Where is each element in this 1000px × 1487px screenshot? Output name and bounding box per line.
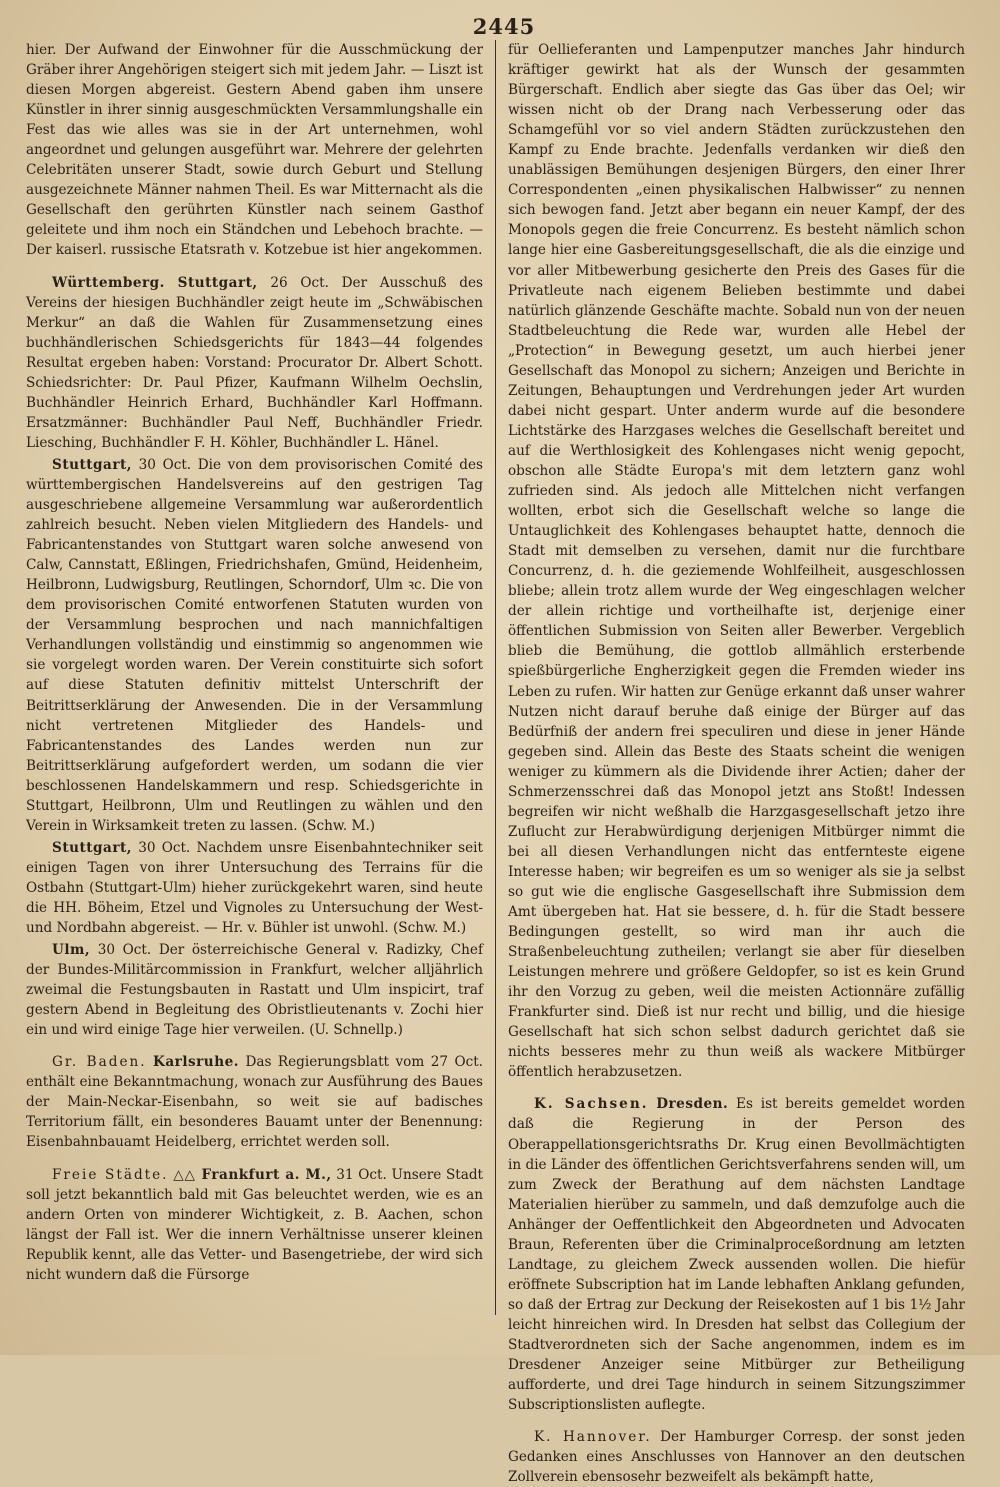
article-text: Der österreichische General v. Radizky, Chef der Bundes-Militärcommission in Frankfurt, welcher alljährlich zweimal die Festungsbauten in Rastatt und Ulm inspicirt, traf gestern Abend in Begleitung des Obristlieutenants v. Zochi hier ein und wird einige Tage hier verweilen. (U. Schnellp.) <box>26 942 483 1039</box>
article-freie-staedte <box>26 1165 483 1285</box>
article-text: Das Regierungsblatt vom 27 Oct. enthält eine Bekanntmachung, wonach zur Ausführung des Baues der Main-Neckar-Eisenbahn, so weit sie auf badisches Territorium fällt, ein besonderes Bauamt unter der Benennung: Eisenbahnbauamt Heidelberg, errichtet werden soll. <box>26 1054 484 1151</box>
article-stuttgart-30-a <box>26 455 483 836</box>
dateline-date: 30 Oct. <box>138 839 191 856</box>
continued-article: für Oellieferanten und Lampenputzer manches Jahr hindurch kräftiger gewirkt hat als der Wunsch der gesammten Bürgerschaft. Endlich aber siegte das Gas über das Oel; wir wissen nicht ob der Drang nach Verbesserung oder das Schamgefühl vor so viel andern Städten zurückzustehen den Kampf zu Ende brachte. Jedenfalls verdanken wir dieß den unablässigen Bemühungen desjenigen Bürgers, den einer Ihrer Correspondenten „einen physikalischen Halbwisser“ zu nennen sich bewogen fand. Jetzt aber begann ein neuer Kampf, der des Monopols gegen die freie Concurrenz. Es besteht nämlich schon lange hier eine Gasbereitungsgesellschaft, die als die einzige und vor aller Mitbewerbung gesicherte den Preis des Gases für die Privatleute nach eigenem Belieben bestimmte und dabei natürlich glänzende Geschäfte machte. Sobald nun von der neuen Stadtbeleuchtung die Rede war, wurden alle Hebel der „Protection“ in Bewegung gesetzt, um auch hierbei jener Gesellschaft das Monopol zu sichern; Anzeigen und Berichte in Zeitungen, Behauptungen und Verdrehungen jeder Art wurden dabei nicht gespart. Unter anderm wurde auf die besondere Lichtstärke des Harzgases welches die Gesellschaft bereitet und auf die Werthlosigkeit des Kohlengases nicht wenig gepocht, obschon alle Städte Europa's mit dem letztern ganz wohl zufrieden sind. Als jedoch alle Mittelchen nicht verfangen wollten, erbot sich die Gesellschaft welche so lange die Untauglichkeit des Kohlengases behauptet hatte, dennoch die Stadt mit demselben zu versehen, damit nur die furchtbare Concurrenz, d. h. die geziemende Wohlfeilheit, ausgeschlossen bliebe; allein trotz allem wurde der Weg eingeschlagen welcher der allein richtige und vortheilhafte ist, derjenige einer öffentlichen Submission von Seiten aller Bewerber. Vergeblich blieb die Bemühung, die gottlob allmählich ersterbende spießbürgerliche Engherzigkeit gegen die Fremden wieder ins Leben zu rufen. Wir hatten zur Genüge erkannt daß unser wahrer Nutzen nicht darauf beruhe daß einige der Bürger auf das Bedürfniß der andern frei speculiren und diese in jener Hände gegeben sind. Allein das Beste des Staats scheint die wenigen weniger zu kümmern als die Dividende ihrer Actien; daher der Schmerzensschrei daß das Monopol jetzt ans Stoßt! Indessen begreifen wir nicht weßhalb die Harzgasgesellschaft jetzo ihre Zuflucht zur Herabwürdigung derjenigen Mitbürger nimmt die bei all diesen Verhandlungen nicht das entfernteste eigene Interesse haben; wir begreifen es um so weniger als sie ja selbst so gut wie die englische Gasgesellschaft ihre Submission dem Amt übergeben hat. Hat sie bessere, d. h. für die Stadt bessere Bedingungen gestellt, so wird man ihr auch die Straßenbeleuchtung zutheilen; verlangt sie aber für dieselben Leistungen mehrere und größere Geldopfer, so ist es kein Grund ihr den Vorzug zu geben, weil die meisten Actionnäre zufällig Frankfurter sind. Dieß ist nur recht und billig, und die hiesige Gesellschaft hat sich schon selbst dadurch gerichtet daß sie nichts besseres mehr zu thun weiß als wackere Mitbürger öffentlich herabzusetzen. <box>508 42 965 1081</box>
page-number: 2445 <box>472 14 536 39</box>
dateline-place: Ulm, <box>52 942 91 959</box>
column-divider <box>495 40 496 1315</box>
article-sachsen <box>508 1094 965 1415</box>
article-text: Der Ausschuß des Vereins der hiesigen Buchhändler zeigt heute im „Schwäbischen Merkur“ an daß die Wahlen für Zusammensetzung eines buchhändlerischen Schiedsgerichts für 1843—44 folgendes Resultat ergeben haben: Vorstand: Procurator Dr. Albert Schott. Schiedsrichter: Dr. Paul Pfizer, Kaufmann Wilhelm Oechslin, Buchhändler Heinrich Erhard, Buchhändler Karl Hoffmann. Ersatzmänner: Buchhändler Paul Neff, Buchhändler Friedr. Liesching, Buchhändler F. H. Köhler, Buchhändler L. Hänel. <box>26 274 483 451</box>
country-heading: K. Hannover. <box>534 1429 652 1446</box>
article-ulm <box>26 940 483 1040</box>
dateline-place: △△ Frankfurt a. M., <box>173 1166 332 1183</box>
dateline-place: Stuttgart, <box>52 456 133 473</box>
continued-article: hier. Der Aufwand der Einwohner für die Ausschmückung der Gräber ihrer Angehörigen steigert sich mit jedem Jahr. — Liszt ist diesen Morgen abgereist. Gestern Abend gaben ihm unsere Künstler in ihrer sinnig ausgeschmückten Versammlungshalle ein Fest das wie alles was sie in der Art unternehmen, wohl angeordnet und gelungen ausgeführt war. Mehrere der gelehrten Celebritäten unserer Stadt, sowie durch Geburt und Stellung ausgezeichnete Männer nahmen Theil. Es war Mitternacht als die Gesellschaft den gerührten Künstler nach seinem Gasthof geleitete und ihm noch ein Ständchen und Lebehoch brachte. — Der kaiserl. russische Etatsrath v. Kotzebue ist hier angekommen. <box>26 42 483 259</box>
article-text: Unsere Stadt soll jetzt bekanntlich bald mit Gas beleuchtet werden, wie es an andern Orten von minderer Wichtigkeit, z. B. Aachen, schon längst der Fall ist. Wer die innern Verhältnisse unserer kleinen Republik kennt, alle das Vetter- und Basengetriebe, der wird sich nicht wundern daß die Fürsorge <box>26 1166 484 1283</box>
dateline-date: 30 Oct. <box>97 942 152 959</box>
dateline-date: 26 Oct. <box>270 274 329 291</box>
article-text: Der Hamburger Corresp. der sonst jeden Gedanken eines Anschlusses von Hannover an den deutschen Zollverein ebensosehr bezweifelt als bekämpft hatte, <box>508 1429 965 1486</box>
article-stuttgart-30-b <box>26 838 483 938</box>
country-heading: Gr. Baden. <box>52 1054 147 1071</box>
right-column <box>497 40 965 1486</box>
two-column-body <box>26 40 982 1486</box>
article-wuerttemberg <box>26 273 483 453</box>
article-hannover <box>508 1427 965 1487</box>
dateline-date: 31 Oct. <box>336 1166 387 1183</box>
country-heading: Freie Städte. <box>52 1166 169 1183</box>
dateline-place: Karlsruhe. <box>153 1054 239 1071</box>
left-column <box>26 40 494 1315</box>
article-text: Nachdem unsre Eisenbahntechniker seit einigen Tagen von ihrer Untersuchung des Terrains für die Ostbahn (Stuttgart-Ulm) hieher zurückgekehrt waren, sind heute die HH. Böheim, Etzel und Vignoles zu Untersuchung der West- und Nordbahn abgereist. — Hr. v. Bühler ist unwohl. (Schw. M.) <box>26 839 483 937</box>
article-baden <box>26 1052 483 1152</box>
article-text: Die von dem provisorischen Comité des württembergischen Handelsvereins auf den gestrigen Tag ausgeschriebene allgemeine Versammlung war außerordentlich zahlreich besucht. Neben vielen Mitgliedern des Handels- und Fabricantenstandes von Stuttgart waren solche anwesend von Calw, Cannstatt, Eßlingen, Friedrichshafen, Gmünd, Heidenheim, Heilbronn, Ludwigsburg, Reutlingen, Schorndorf, Ulm ꝛc. Die von dem provisorischen Comité entworfenen Statuten wurden von der Versammlung besprochen und nach mannichfaltigen Verhandlungen vollständig und einstimmig so angenommen wie sie vorgelegt worden waren. Der Verein constituirte sich sofort auf diese Statuten definitiv mittelst Unterschrift der Beitrittserklärung der Anwesenden. Die in der Versammlung nicht vertretenen Mitglieder des Handels- und Fabricantenstandes des Landes werden nun zur Beitrittserklärung aufgefordert werden, um sodann die vier beschlossenen Handelskammern und resp. Schiedsgerichte in Stuttgart, Heilbronn, Ulm und Reutlingen zu wählen und den Verein in Wirksamkeit treten zu lassen. (Schw. M.) <box>26 456 483 834</box>
dateline-place: Stuttgart, <box>52 839 133 856</box>
dateline-place: Dresden. <box>656 1096 729 1113</box>
dateline-place: Stuttgart, <box>177 274 258 291</box>
country-heading: K. Sachsen. <box>534 1096 649 1113</box>
country-heading: Württemberg. <box>52 274 165 291</box>
dateline-date: 30 Oct. <box>138 456 192 473</box>
article-text: Es ist bereits gemeldet worden daß die Regierung in der Person des Oberappellationsgerichtsraths Dr. Krug einen Bevollmächtigten in die Länder des öffentlichen Gerichtsverfahrens senden will, um zum Zweck der Berathung auf dem nächsten Landtage Materialien hierüber zu sammeln, und daß demzufolge auch die Anhänger der Oeffentlichkeit den Abgeordneten und Advocaten Braun, Referenten über die Criminalproceßordnung am letzten Landtage, zu gleichem Zweck aussenden wollen. Die hiefür eröffnete Subscription hat im Lande lebhaften Anklang gefunden, so daß der Ertrag zur Deckung der Reisekosten auf 1 bis 1½ Jahr leicht hinreichen wird. In Dresden hat selbst das Collegium der Stadtverordneten sich der Sache angenommen, indem es im Dresdener Anzeiger seine Mitbürger zur Betheiligung aufforderte, und drei Tage hindurch in seinem Sitzungszimmer Subscriptionslisten auflegte. <box>508 1096 965 1414</box>
